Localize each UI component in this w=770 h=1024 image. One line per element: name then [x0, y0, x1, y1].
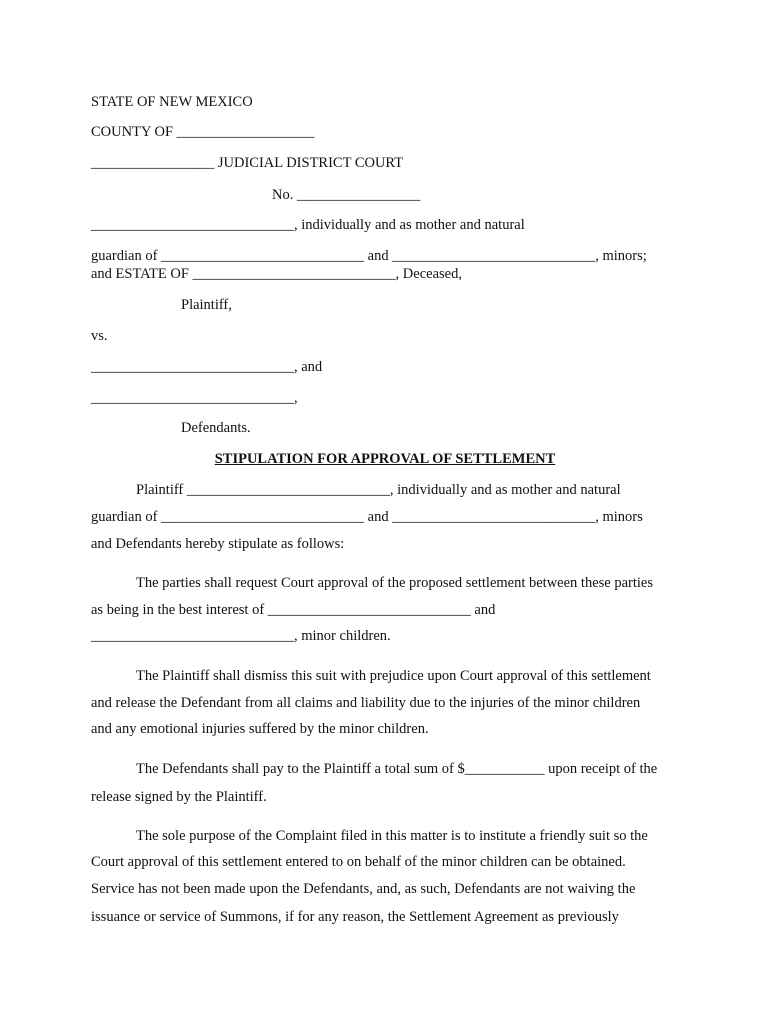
county-line: COUNTY OF ___________________	[91, 124, 315, 140]
paragraph-1-line-2: guardian of ____________________________ and ____________________________, minors	[91, 509, 643, 525]
plaintiff-label: Plaintiff,	[181, 297, 232, 313]
paragraph-2-line-2: as being in the best interest of ____________________________ and	[91, 602, 496, 618]
versus: vs.	[91, 328, 108, 344]
defendant-line-2: ____________________________,	[91, 390, 298, 406]
paragraph-2-line-1: The parties shall request Court approval of the proposed settlement between these parties	[136, 575, 654, 591]
paragraph-5-line-1: The sole purpose of the Complaint filed in this matter is to institute a friendly suit so the	[136, 828, 648, 844]
paragraph-3-line-1: The Plaintiff shall dismiss this suit with prejudice upon Court approval of this settlement	[136, 668, 651, 684]
plaintiff-line-3: and ESTATE OF ____________________________, Deceased,	[91, 266, 462, 282]
court-line: _________________ JUDICIAL DISTRICT COURT	[91, 155, 404, 171]
paragraph-1-line-3: and Defendants hereby stipulate as follows:	[91, 536, 345, 552]
paragraph-4-line-1: The Defendants shall pay to the Plaintiff a total sum of $___________ upon receipt of the	[136, 761, 658, 777]
paragraph-1-line-1: Plaintiff ____________________________, individually and as mother and natural	[136, 482, 621, 498]
case-number: No. _________________	[272, 187, 421, 203]
paragraph-3-line-2: and release the Defendant from all claims and liability due to the injuries of the minor children	[91, 695, 641, 711]
paragraph-4-line-2: release signed by the Plaintiff.	[91, 789, 267, 805]
defendants-label: Defendants.	[181, 420, 251, 436]
paragraph-5-line-3: Service has not been made upon the Defendants, and, as such, Defendants are not waiving the	[91, 881, 636, 897]
defendant-line-1: ____________________________, and	[91, 359, 323, 375]
plaintiff-line-2: guardian of ____________________________ and ____________________________, minors;	[91, 248, 647, 264]
paragraph-5-line-4: issuance or service of Summons, if for any reason, the Settlement Agreement as previously	[91, 909, 619, 925]
document-title: STIPULATION FOR APPROVAL OF SETTLEMENT	[214, 451, 556, 467]
paragraph-5-line-2: Court approval of this settlement entered to on behalf of the minor children can be obtained.	[91, 854, 626, 870]
plaintiff-line-1: ____________________________, individually and as mother and natural	[91, 217, 525, 233]
paragraph-3-line-3: and any emotional injuries suffered by the minor children.	[91, 721, 429, 737]
paragraph-2-line-3: ____________________________, minor children.	[91, 628, 391, 644]
state-heading: STATE OF NEW MEXICO	[91, 94, 253, 110]
